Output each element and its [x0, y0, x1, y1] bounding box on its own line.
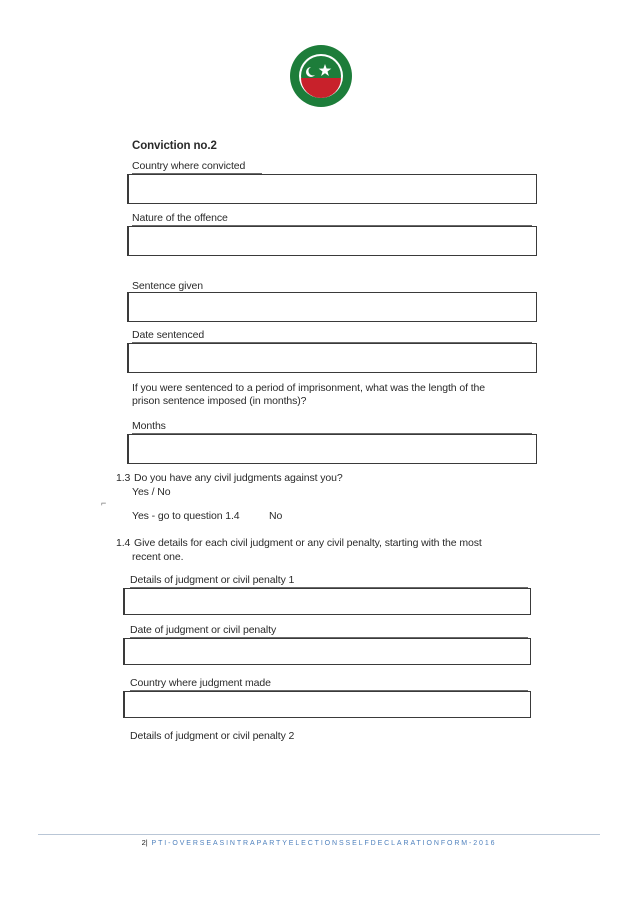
scan-mark: ⌐	[101, 498, 107, 508]
q14-question-line1: Give details for each civil judgment or any civil penalty, starting with the most	[134, 537, 482, 549]
date-sentenced-field[interactable]	[127, 343, 537, 373]
q14-question-line2: recent one.	[132, 551, 184, 563]
q13-no-option[interactable]: No	[269, 510, 283, 522]
details1-label: Details of judgment or civil penalty 1	[130, 574, 295, 586]
conviction-heading: Conviction no.2	[132, 140, 217, 152]
footer-separator: |	[145, 838, 148, 847]
q13-yes-option[interactable]: Yes - go to question 1.4	[132, 510, 240, 522]
country-judgment-label: Country where judgment made	[130, 677, 271, 689]
q13-options: Yes / No	[132, 486, 171, 498]
date-judgment-field[interactable]	[123, 638, 531, 665]
q13-question: Do you have any civil judgments against you?	[134, 472, 343, 484]
months-label: Months	[132, 420, 166, 432]
page-footer	[0, 838, 638, 847]
nature-offence-label: Nature of the offence	[132, 212, 228, 224]
date-judgment-label: Date of judgment or civil penalty	[130, 624, 277, 636]
months-field[interactable]	[127, 434, 537, 464]
imprisonment-question-line2: prison sentence imposed (in months)?	[132, 395, 307, 407]
footer-divider	[38, 834, 600, 835]
country-judgment-field[interactable]	[123, 691, 531, 718]
q14-number: 1.4	[116, 537, 131, 549]
sentence-given-label: Sentence given	[132, 280, 203, 292]
details2-label: Details of judgment or civil penalty 2	[130, 730, 295, 742]
country-convicted-label: Country where convicted	[132, 160, 246, 172]
date-sentenced-label: Date sentenced	[132, 329, 205, 341]
page-number: 2	[141, 838, 146, 847]
footer-text: PTI-OVERSEASINTRAPARTYELECTIONSSELFDECLARATIONFORM-2016	[151, 840, 497, 847]
sentence-given-field[interactable]	[127, 292, 537, 322]
details1-field[interactable]	[123, 588, 531, 615]
imprisonment-question-line1: If you were sentenced to a period of imprisonment, what was the length of the	[132, 382, 486, 394]
nature-offence-field[interactable]	[127, 226, 537, 256]
q13-number: 1.3	[116, 472, 131, 484]
pti-emblem-icon	[289, 44, 353, 108]
country-convicted-field[interactable]	[127, 174, 537, 204]
